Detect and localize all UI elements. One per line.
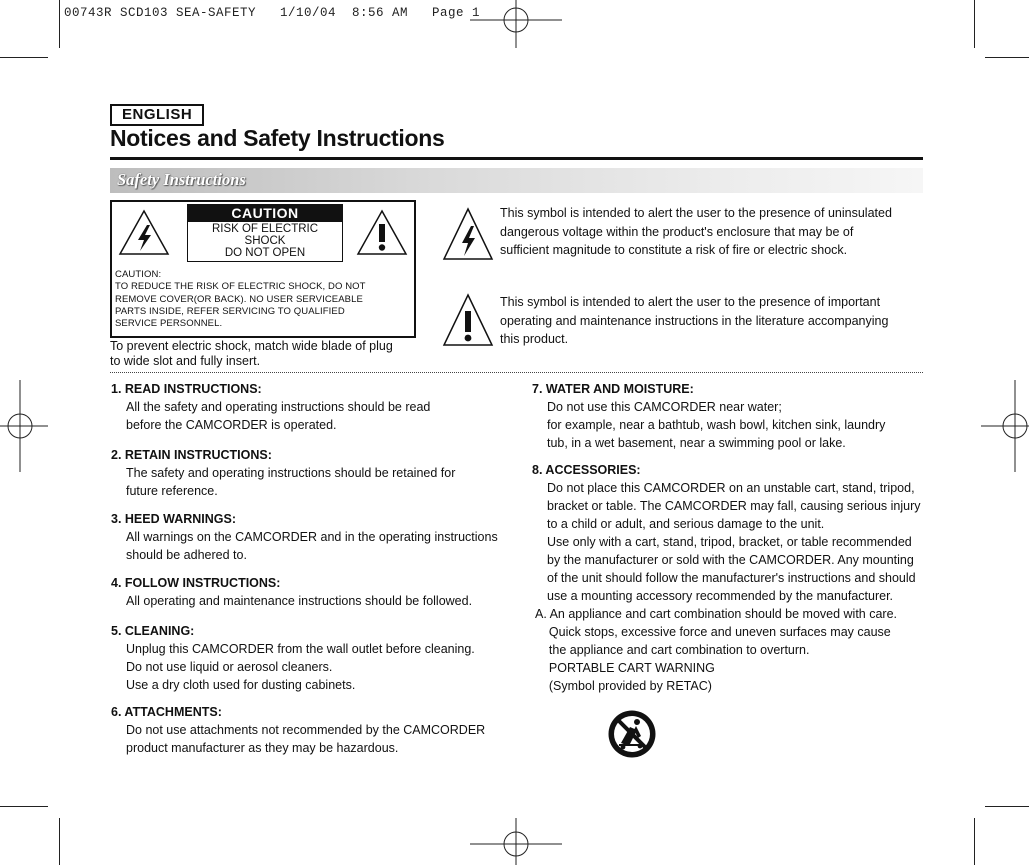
dotted-divider xyxy=(110,372,923,373)
caution-text: CAUTION: TO REDUCE THE RISK OF ELECTRIC SHOCK, DO NOT REMOVE COVER(OR BACK). NO USER SERVICEABLE PARTS INSIDE, REFER SERVICING TO QUALIFIED SERVICE PERSONNEL. xyxy=(115,269,366,330)
crop-mark xyxy=(974,818,975,865)
caution-label-text: RISK OF ELECTRIC SHOCK DO NOT OPEN xyxy=(211,223,319,259)
instructions-symbol-note: This symbol is intended to alert the user to the presence of important operating and maintenance instructions in the literature accompanying this product. xyxy=(500,295,889,346)
crop-mark xyxy=(985,57,1029,58)
crop-mark xyxy=(985,806,1029,807)
list-item: 8. ACCESSORIES: Do not place this CAMCORDER on an unstable cart, stand, tripod, bracket or table. The CAMCORDER may fall, causing serious injury to a child or adult, and serious damage to the unit. Use only with a cart, stand, tripod, bracket, or table recommended by the manufacturer or sold with the CAMCORDER. Any mounting of the unit should follow the manufacturer's instructions and should use a mounting accessory recommended by the manufacturer. xyxy=(532,463,921,603)
portable-cart-warning-icon xyxy=(607,709,657,759)
registration-mark-left xyxy=(0,380,48,472)
registration-mark-right xyxy=(981,380,1029,472)
crop-mark xyxy=(59,0,60,48)
crop-mark xyxy=(0,57,48,58)
caution-panel xyxy=(110,200,416,338)
registration-mark-bottom xyxy=(470,818,562,865)
section-header xyxy=(110,168,923,193)
title-divider xyxy=(110,157,923,160)
sub-item-a: A. An appliance and cart combination should be moved with care. Quick stops, excessive force and uneven surfaces may cause the appliance and cart combination to overturn. PORTABLE CART WARNING (Symbol provided by RETAC) xyxy=(535,607,898,693)
page-title: Notices and Safety Instructions xyxy=(110,125,445,151)
caution-label-title: CAUTION xyxy=(188,205,342,222)
lightning-warning-icon xyxy=(442,206,494,262)
list-item: 2. RETAIN INSTRUCTIONS: The safety and operating instructions should be retained for future reference. xyxy=(111,448,456,498)
list-item: 3. HEED WARNINGS: All warnings on the CAMCORDER and in the operating instructions should be adhered to. xyxy=(111,512,498,562)
list-item: 6. ATTACHMENTS: Do not use attachments not recommended by the CAMCORDER product manufacturer as they may be hazardous. xyxy=(111,705,486,755)
exclamation-warning-icon xyxy=(356,208,408,256)
lightning-warning-icon xyxy=(118,208,170,256)
list-item: 5. CLEANING: Unplug this CAMCORDER from the wall outlet before cleaning. Do not use liquid or aerosol cleaners. Use a dry cloth used for dusting cabinets. xyxy=(111,624,475,692)
registration-mark-top xyxy=(470,0,562,48)
caution-label xyxy=(187,204,343,262)
crop-mark xyxy=(59,818,60,865)
list-item: 4. FOLLOW INSTRUCTIONS: All operating and maintenance instructions should be followed. xyxy=(111,576,473,608)
list-item: 7. WATER AND MOISTURE: Do not use this CAMCORDER near water; for example, near a bathtub, wash bowl, kitchen sink, laundry tub, in a wet basement, near a swimming pool or lake. xyxy=(532,382,886,450)
language-label: ENGLISH xyxy=(110,104,204,126)
exclamation-warning-icon xyxy=(442,292,494,348)
print-header: 00743R SCD103 SEA-SAFETY 1/10/04 8:56 AM Page 1 xyxy=(64,6,481,20)
section-title: Safety Instructions xyxy=(117,170,246,189)
voltage-symbol-note: This symbol is intended to alert the user to the presence of uninsulated dangerous voltage within the product's enclosure that may be of sufficient magnitude to constitute a risk of fire or electric shock. xyxy=(500,206,892,257)
crop-mark xyxy=(974,0,975,48)
plug-note: To prevent electric shock, match wide blade of plug to wide slot and fully insert. xyxy=(110,339,393,368)
crop-mark xyxy=(0,806,48,807)
list-item: 1. READ INSTRUCTIONS: All the safety and operating instructions should be read before the CAMCORDER is operated. xyxy=(111,382,431,432)
